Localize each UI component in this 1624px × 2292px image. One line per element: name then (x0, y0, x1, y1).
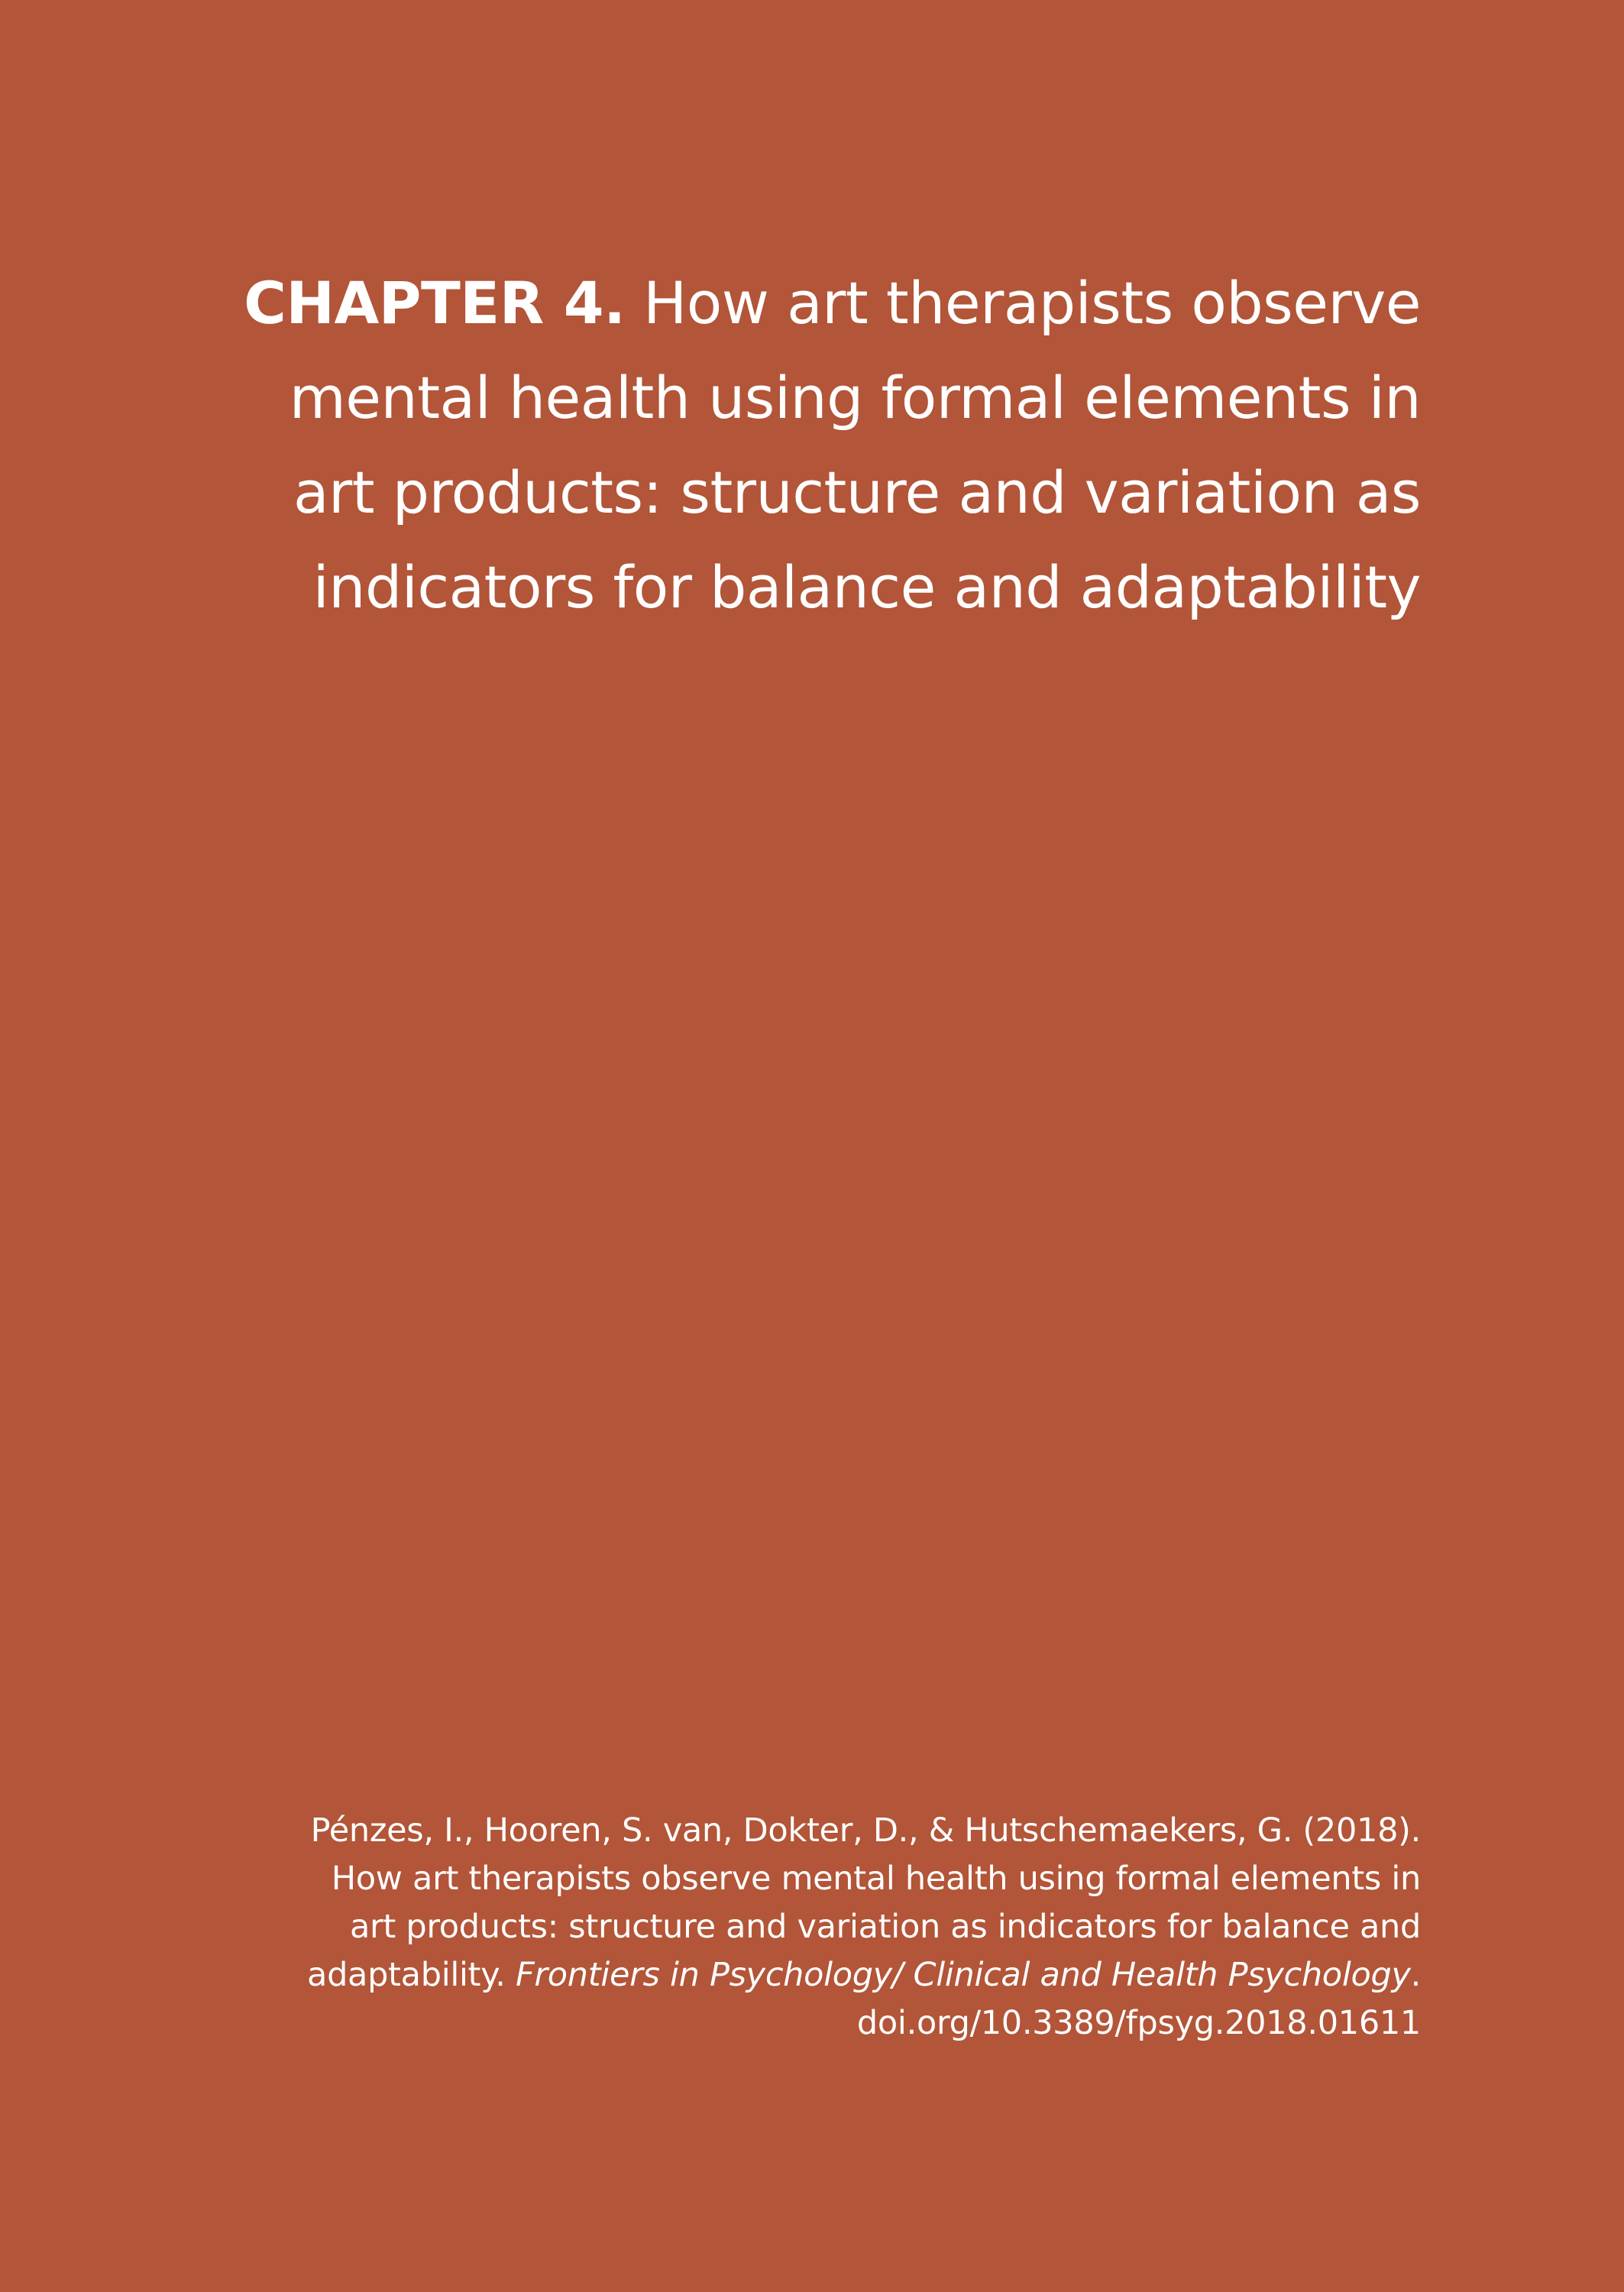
citation-authors: Pénzes, I., Hooren, S. van, Dokter, D., & Hutschemaekers, G. (2018). (310, 1811, 1421, 1850)
chapter-label: CHAPTER 4. (244, 269, 626, 337)
citation-title-line-1: How art therapists observe mental health using formal elements in (331, 1860, 1421, 1898)
citation-title-line-3: adaptability. (307, 1956, 506, 1994)
citation-journal-period: . (1410, 1956, 1421, 1994)
chapter-title-line-2: mental health using formal elements in (289, 364, 1421, 432)
citation-title-line-3-with-journal (191, 1951, 1421, 1999)
chapter-title (191, 256, 1421, 635)
citation-journal: Frontiers in Psychology/ Clinical and Health Psychology (515, 1956, 1411, 1994)
chapter-title-line-3: art products: structure and variation as (293, 458, 1421, 526)
chapter-title-line-4: indicators for balance and adaptability (312, 553, 1421, 621)
chapter-title-line-1: How art therapists observe (643, 269, 1421, 337)
citation (191, 1807, 1421, 2048)
citation-doi: doi.org/10.3389/fpsyg.2018.01611 (856, 2004, 1421, 2042)
citation-title-line-2: art products: structure and variation as indicators for balance and (349, 1908, 1421, 1946)
